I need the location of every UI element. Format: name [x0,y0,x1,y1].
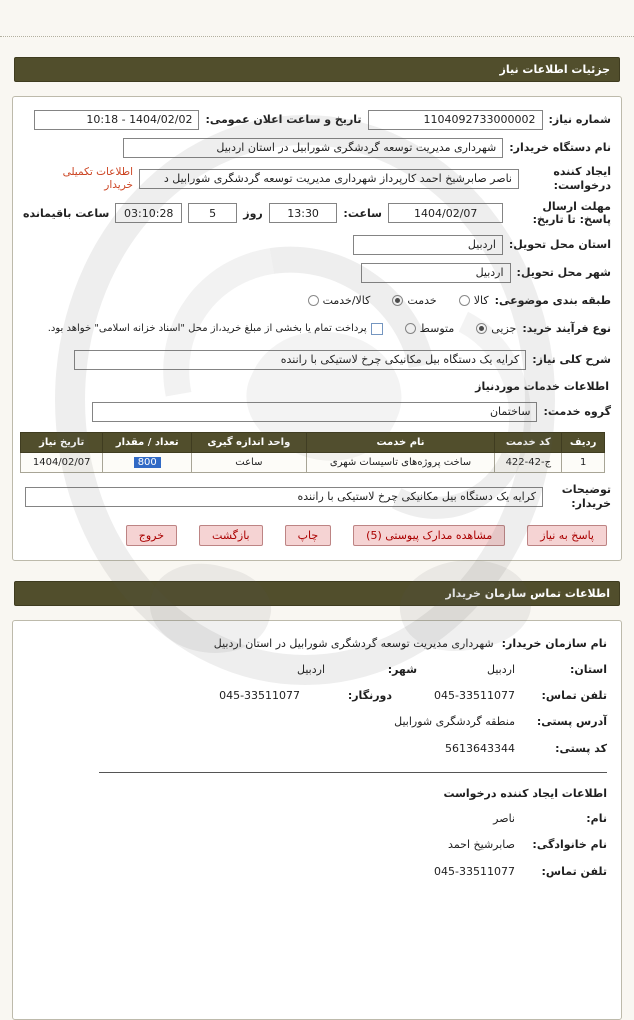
contact-province-value: اردبیل [487,662,515,676]
radio-service-label: خدمت [407,294,437,307]
first-name-label: نام: [586,811,607,825]
row-buyer-org [23,137,611,158]
radio-goods-service-circle[interactable] [308,295,319,306]
radio-minor-label: جزیی [491,322,517,335]
deadline-date-field[interactable]: 1404/02/07 [388,203,504,223]
service-group-label: گروه خدمت: [543,405,611,418]
col-quantity: تعداد / مقدار [103,433,192,453]
contact-phone-value: 045-33511077 [434,689,515,703]
row-delivery-province [23,234,611,255]
announce-datetime-label: تاریخ و ساعت اعلان عمومی: [205,113,362,126]
postal-code-label: کد پستی: [555,741,607,755]
buyer-org-field[interactable]: شهرداری مدیریت توسعه گردشگری شورابیل در استان اردبیل [123,138,503,158]
deadline-days-field[interactable]: 5 [188,203,237,223]
col-need-date: تاریخ نیاز [21,433,103,453]
row-need-number [23,109,611,130]
action-buttons [23,525,607,546]
postal-address-label: آدرس پستی: [536,715,607,729]
radio-medium-circle[interactable] [405,323,416,334]
exit-button[interactable]: خروج [126,525,177,546]
radio-goods[interactable] [459,294,489,307]
cell-service-code: ج-42-422 [495,453,562,473]
remaining-time-label: ساعت باقیمانده [23,206,110,220]
contact-fax-value: 045-33511077 [219,689,301,703]
radio-goods-label: کالا [473,294,489,307]
need-number-field[interactable]: 1104092733000002 [368,110,543,130]
org-name-value: شهرداری مدیریت توسعه گردشگری شورابیل در استان اردبیل [213,636,494,650]
cell-need-date: 1404/02/07 [21,453,103,473]
announce-datetime-field[interactable]: 1404/02/02 - 10:18 [34,110,199,130]
col-unit: واحد اندازه گیری [192,433,307,453]
need-description-field[interactable]: کرایه یک دستگاه بیل مکانیکی چرخ لاستیکی با راننده [74,350,526,370]
delivery-city-field[interactable]: اردبیل [361,263,511,283]
row-need-description [23,349,611,370]
last-name-value: صابرشیخ احمد [448,838,515,852]
first-name-value: ناصر [493,811,515,825]
cell-row-number: 1 [562,453,605,473]
radio-goods-service-label: کالا/خدمت [322,294,371,307]
treasury-checkbox-label: پرداخت تمام یا بخشی از مبلغ خرید،از محل "اسناد خزانه اسلامی" خواهد بود. [47,323,367,334]
org-name-label: نام سازمان خریدار: [501,636,607,650]
row-creator-phone [27,865,607,879]
need-description-label: شرح کلی نیاز: [532,353,611,366]
creator-phone-label: تلفن تماس: [541,864,607,878]
top-divider [0,0,634,37]
col-service-code: کد خدمت [495,433,562,453]
row-delivery-city [23,262,611,283]
row-service-group [23,401,611,422]
row-last-name [27,838,607,852]
buyer-notes-label: توضیحات خریدار: [561,483,611,510]
radio-minor-circle[interactable] [476,323,487,334]
row-org-name [27,637,607,651]
services-table [20,432,605,473]
required-services-title: اطلاعات خدمات موردنیاز [475,380,609,393]
remaining-time-field[interactable]: 03:10:28 [115,203,182,223]
contact-phone-label: تلفن تماس: [541,689,607,703]
delivery-city-label: شهر محل تحویل: [516,266,611,279]
attachments-button[interactable]: مشاهده مدارک پیوستی (5) [353,525,505,546]
deadline-time-field[interactable]: 13:30 [269,203,338,223]
treasury-checkbox[interactable] [371,323,383,335]
delivery-province-field[interactable]: اردبیل [353,235,503,255]
radio-service-circle[interactable] [392,295,403,306]
row-province-city [27,663,607,677]
cell-quantity [103,453,192,473]
postal-code-value: 5613643344 [445,741,515,755]
row-process-type [23,318,611,339]
radio-medium[interactable] [405,322,455,335]
row-request-creator [23,165,611,193]
service-group-field[interactable]: ساختمان [92,402,537,422]
contact-divider [99,772,607,773]
buyer-org-label: نام دستگاه خریدار: [509,141,611,154]
radio-goods-circle[interactable] [459,295,470,306]
buyer-extra-info-link[interactable]: اطلاعات تکمیلی خریدار [62,166,133,191]
creator-info-title: اطلاعات ایجاد کننده درخواست [443,786,607,800]
contact-fax-label: دورنگار: [347,689,393,703]
need-number-label: شماره نیاز: [548,113,611,126]
cell-unit: ساعت [192,453,307,473]
services-table-header-row [21,433,605,453]
delivery-province-label: استان محل تحویل: [508,238,611,251]
postal-address-value: منطقه گردشگری شورابیل [394,715,515,729]
subject-class-label: طبقه بندی موضوعی: [494,294,611,307]
request-creator-field[interactable]: ناصر صابرشیخ احمد کارپرداز شهرداری مدیریت توسعه گردشگری شورابیل د [139,169,519,189]
process-type-label: نوع فرآیند خرید: [522,322,611,335]
contact-city-value: اردبیل [297,662,326,676]
respond-button[interactable]: پاسخ به نیاز [527,525,607,546]
table-row[interactable] [21,453,605,473]
print-button[interactable]: چاپ [285,525,332,546]
col-service-name: نام خدمت [306,433,495,453]
row-deadline [23,200,611,228]
deadline-time-label: ساعت: [343,206,382,220]
col-row-number: ردیف [562,433,605,453]
deadline-days-label: روز [243,206,263,220]
radio-minor[interactable] [476,322,516,335]
contact-city-label: شهر: [387,662,418,676]
quantity-highlight: 800 [134,457,161,468]
section-title-contact: اطلاعات تماس سازمان خریدار [14,581,620,606]
deadline-label: مهلت ارسال پاسخ: تا تاریخ: [532,199,611,227]
radio-medium-label: متوسط [419,322,455,335]
radio-service[interactable] [392,294,436,307]
row-postal-code [27,742,607,756]
row-first-name [27,812,607,826]
back-button[interactable]: بازگشت [199,525,263,546]
last-name-label: نام خانوادگی: [532,838,607,852]
request-creator-label: ایجاد کننده درخواست: [553,165,611,192]
section-title-need-details: جزئیات اطلاعات نیاز [14,57,620,82]
row-postal-address [27,715,607,729]
contact-province-label: استان: [570,662,607,676]
treasury-payment-option[interactable] [48,323,383,335]
radio-goods-service[interactable] [308,294,371,307]
row-subject-class [23,290,611,311]
cell-service-name: ساخت پروژه‌های تاسیسات شهری [306,453,495,473]
creator-phone-value: 045-33511077 [434,864,515,878]
buyer-notes-field[interactable]: کرایه یک دستگاه بیل مکانیکی چرخ لاستیکی با راننده [25,487,543,507]
row-buyer-notes [23,483,611,511]
contact-panel [12,620,622,1020]
row-phone-fax [27,689,607,703]
need-details-panel [12,96,622,561]
